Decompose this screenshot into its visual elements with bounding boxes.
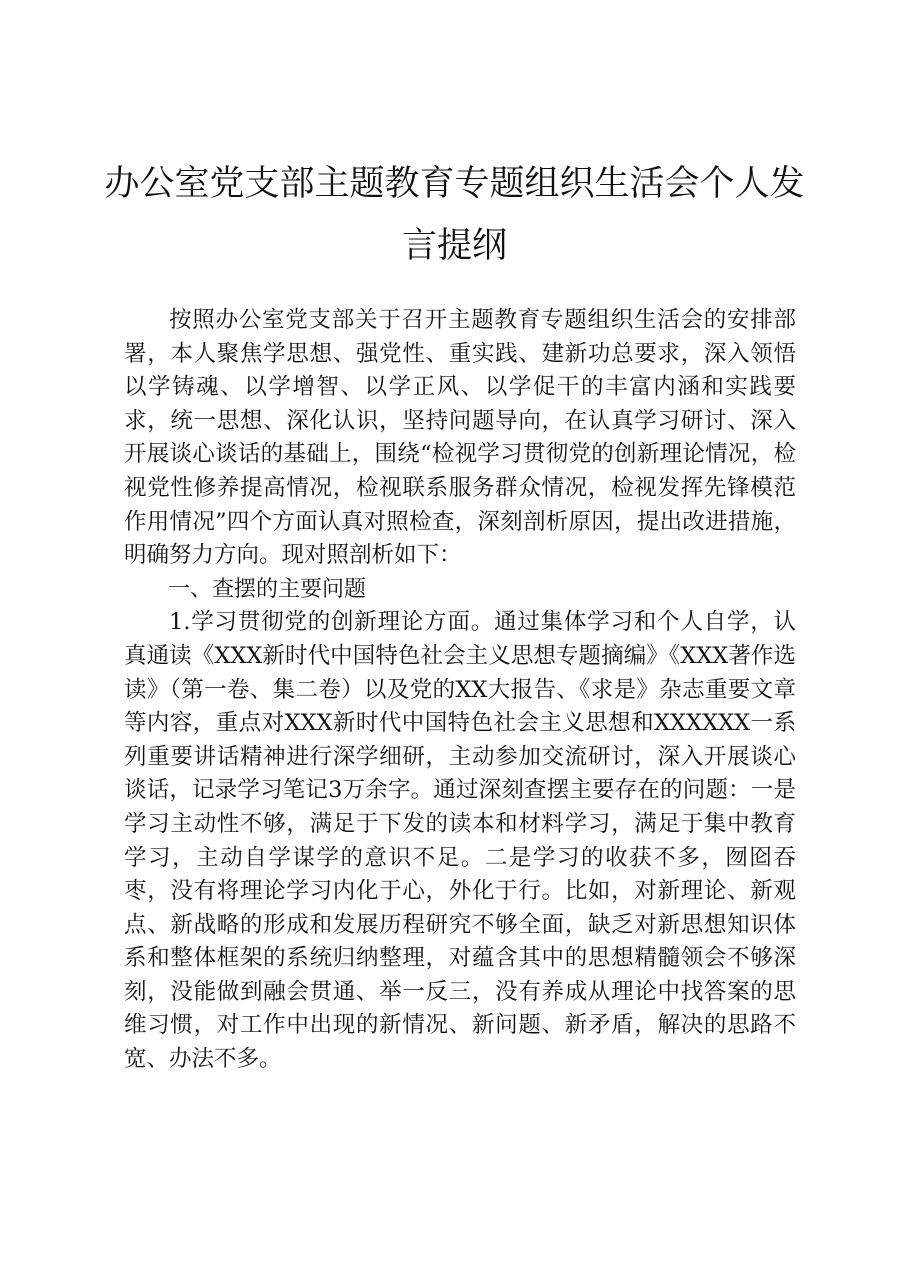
document-title-line-2: 言提纲 bbox=[401, 226, 507, 266]
section-heading-problems: 一、查摆的主要问题 bbox=[168, 576, 367, 602]
document-title-line-1: 办公室党支部主题教育专题组织生活会个人发 bbox=[104, 164, 805, 204]
document-body bbox=[124, 304, 796, 1077]
item-1-paragraph: 1.学习贯彻党的创新理论方面。通过集体学习和个人自学，认真通读《XXX新时代中国特色社会主义思想专题摘编》《XXX著作选读》（第一卷、集二卷）以及党的XX大报告、《求是》杂志重要文章等内容，重点对XXX新时代中国特色社会主义思想和XXXXXX一系列重要讲话精神进行深学细研，主动参加交流研讨，深入开展谈心谈话，记录学习笔记3万余字。通过深刻查摆主要存在的问题：一是学习主动性不够，满足于下发的读本和材料学习，满足于集中教育学习，主动自学谋学的意识不足。二是学习的收获不多，囫囵吞枣，没有将理论学习内化于心，外化于行。比如，对新理论、新观点、新战略的形成和发展历程研究不够全面，缺乏对新思想知识体系和整体框架的系统归纳整理，对蕴含其中的思想精髓领会不够深刻，没能做到融会贯通、举一反三，没有养成从理论中找答案的思维习惯，对工作中出现的新情况、新问题、新矛盾，解决的思路不宽、办法不多。 bbox=[124, 609, 796, 1073]
intro-paragraph: 按照办公室党支部关于召开主题教育专题组织生活会的安排部署，本人聚焦学思想、强党性、重实践、建新功总要求，深入领悟以学铸魂、以学增智、以学正风、以学促干的丰富内涵和实践要求，统一思想、深化认识，坚持问题导向，在认真学习研讨、深入开展谈心谈话的基础上，围绕“检视学习贯彻党的创新理论情况，检视党性修养提高情况，检视联系服务群众情况，检视发挥先锋模范作用情况”四个方面认真对照检查，深刻剖析原因，提出改进措施，明确努力方向。现对照剖析如下： bbox=[124, 307, 796, 569]
